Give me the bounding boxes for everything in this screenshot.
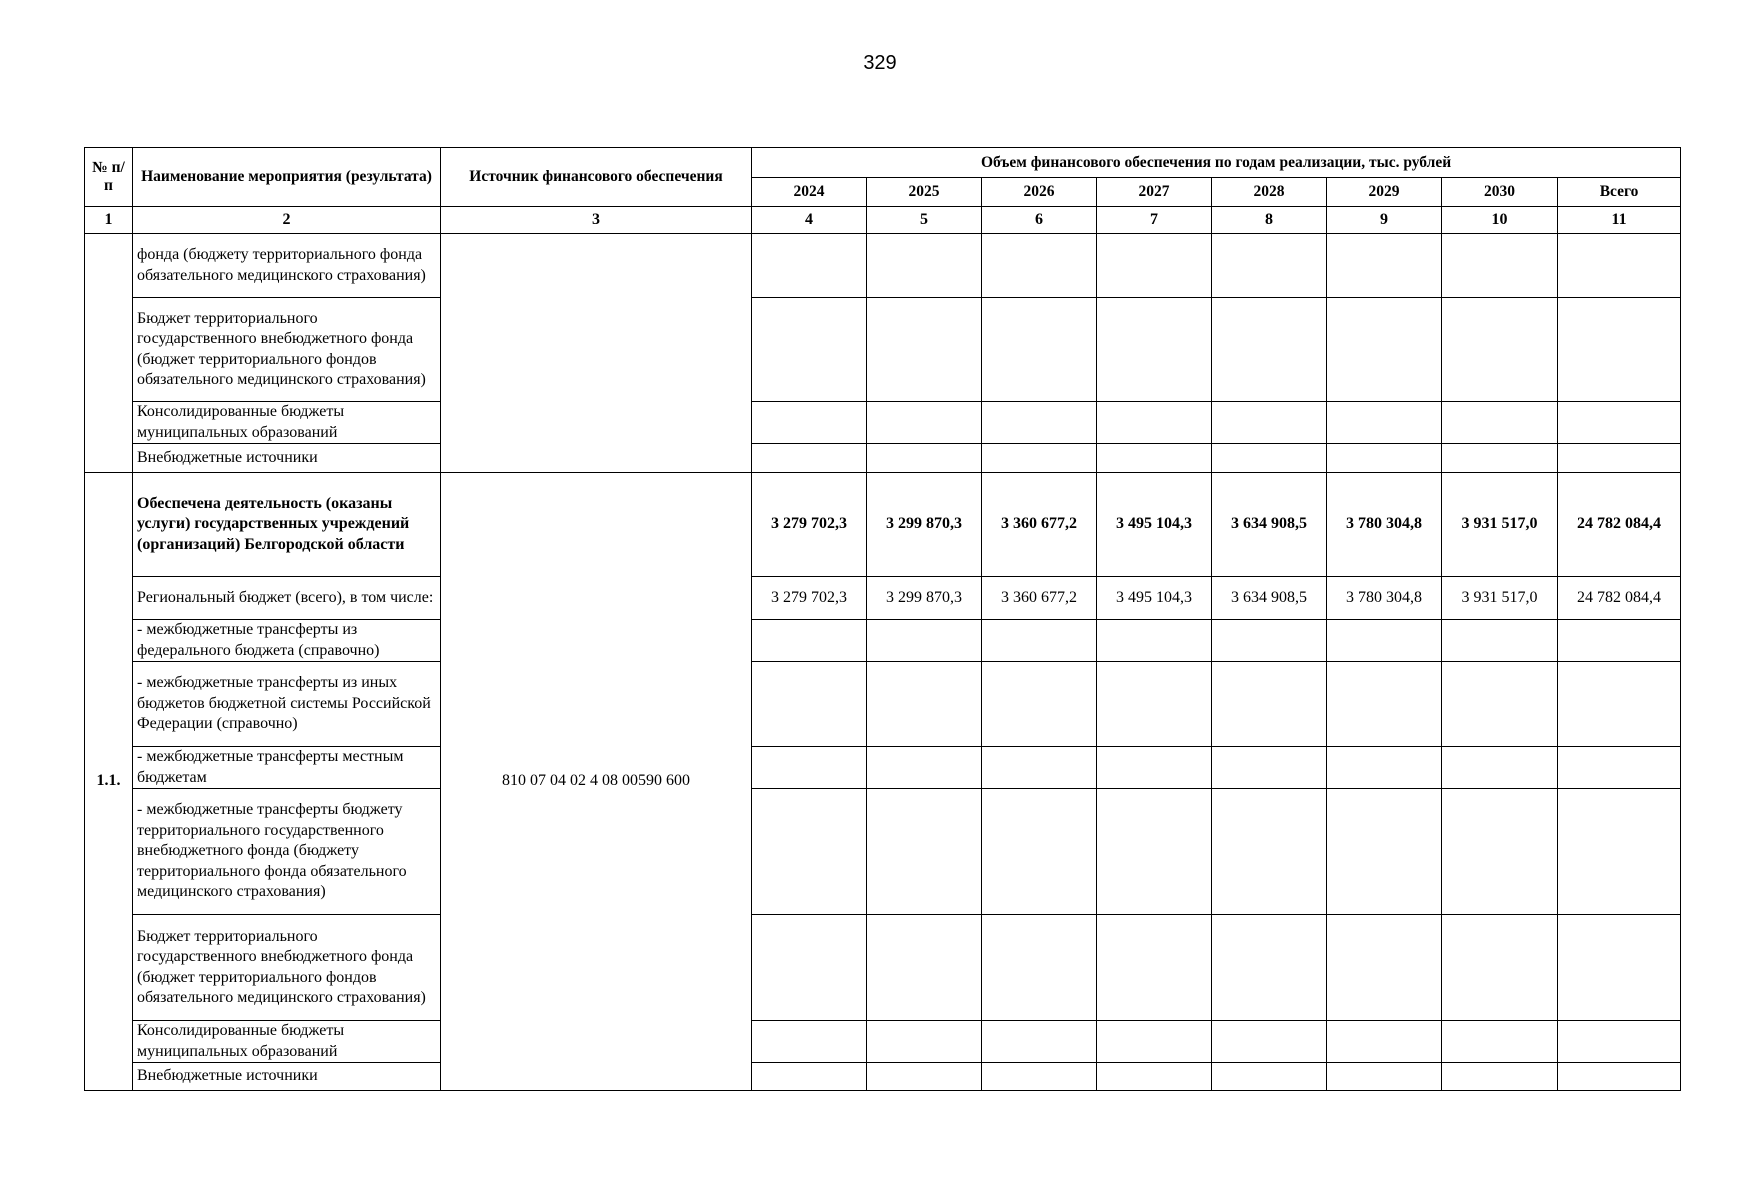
header-col-volume: Объем финансового обеспечения по годам реализации, тыс. рублей [752, 148, 1681, 178]
row-name: Региональный бюджет (всего), в том числе: [133, 577, 441, 620]
header-year: 2026 [982, 178, 1097, 207]
header-year: 2027 [1097, 178, 1212, 207]
row-name: Консолидированные бюджеты муниципальных образований [133, 1021, 441, 1063]
table-row [85, 915, 1681, 1021]
table-row [85, 662, 1681, 747]
value-cell: 3 360 677,2 [982, 577, 1097, 620]
column-number: 2 [133, 207, 441, 234]
total-cell: 24 782 084,4 [1558, 473, 1681, 577]
value-cell: 3 780 304,8 [1327, 577, 1442, 620]
row-name: фонда (бюджету территориального фонда обязательного медицинского страхования) [133, 234, 441, 298]
table-row [85, 620, 1681, 662]
table-row [85, 234, 1681, 298]
column-number: 1 [85, 207, 133, 234]
header-year: 2028 [1212, 178, 1327, 207]
row-name: Бюджет территориального государственного внебюджетного фонда (бюджет территориального фондов обязательного медицинского страхования) [133, 915, 441, 1021]
column-number: 4 [752, 207, 867, 234]
header-col-no: № п/п [85, 148, 133, 207]
table-row [85, 298, 1681, 402]
table-row [85, 473, 1681, 577]
row-name: Бюджет территориального государственного внебюджетного фонда (бюджет территориального фондов обязательного медицинского страхования) [133, 298, 441, 402]
value-cell: 3 279 702,3 [752, 577, 867, 620]
header-col-source: Источник финансового обеспечения [441, 148, 752, 207]
table-row [85, 1063, 1681, 1091]
table-row [85, 1021, 1681, 1063]
column-number: 3 [441, 207, 752, 234]
column-number: 8 [1212, 207, 1327, 234]
page-number: 329 [863, 52, 897, 74]
table-row [85, 789, 1681, 915]
financing-table [84, 147, 1681, 1091]
row-name: - межбюджетные трансферты из иных бюджетов бюджетной системы Российской Федерации (справочно) [133, 662, 441, 747]
row-name: - межбюджетные трансферты местным бюджетам [133, 747, 441, 789]
value-cell: 3 495 104,3 [1097, 473, 1212, 577]
row-name: - межбюджетные трансферты бюджету территориального государственного внебюджетного фонда (бюджету территориального фонда обязательного медицинского страхования) [133, 789, 441, 915]
row-number-cell [85, 234, 133, 473]
row-name: Консолидированные бюджеты муниципальных образований [133, 402, 441, 444]
column-number: 9 [1327, 207, 1442, 234]
value-cell: 3 931 517,0 [1442, 577, 1558, 620]
value-cell: 3 931 517,0 [1442, 473, 1558, 577]
column-number: 7 [1097, 207, 1212, 234]
column-number: 11 [1558, 207, 1681, 234]
header-total: Всего [1558, 178, 1681, 207]
header-year: 2029 [1327, 178, 1442, 207]
value-cell: 3 780 304,8 [1327, 473, 1442, 577]
value-cell: 3 279 702,3 [752, 473, 867, 577]
table-row [85, 747, 1681, 789]
value-cell: 3 360 677,2 [982, 473, 1097, 577]
table-row [85, 402, 1681, 444]
header-year: 2030 [1442, 178, 1558, 207]
item-title: Обеспечена деятельность (оказаны услуги) государственных учреждений (организаций) Белгородской области [133, 473, 441, 577]
header-year: 2025 [867, 178, 982, 207]
row-name: Внебюджетные источники [133, 444, 441, 473]
item-number: 1.1. [85, 473, 133, 1091]
value-cell: 3 634 908,5 [1212, 577, 1327, 620]
row-name: Внебюджетные источники [133, 1063, 441, 1091]
total-cell: 24 782 084,4 [1558, 577, 1681, 620]
value-cell: 3 634 908,5 [1212, 473, 1327, 577]
value-cell: 3 299 870,3 [867, 473, 982, 577]
column-number: 5 [867, 207, 982, 234]
header-year: 2024 [752, 178, 867, 207]
row-name: - межбюджетные трансферты из федерального бюджета (справочно) [133, 620, 441, 662]
column-numbers-row [85, 207, 1681, 234]
value-cell: 3 299 870,3 [867, 577, 982, 620]
table-row [85, 577, 1681, 620]
source-code: 810 07 04 02 4 08 00590 600 [441, 473, 752, 1091]
column-number: 6 [982, 207, 1097, 234]
header-col-name: Наименование мероприятия (результата) [133, 148, 441, 207]
table-row [85, 444, 1681, 473]
column-number: 10 [1442, 207, 1558, 234]
source-cell [441, 234, 752, 473]
value-cell: 3 495 104,3 [1097, 577, 1212, 620]
